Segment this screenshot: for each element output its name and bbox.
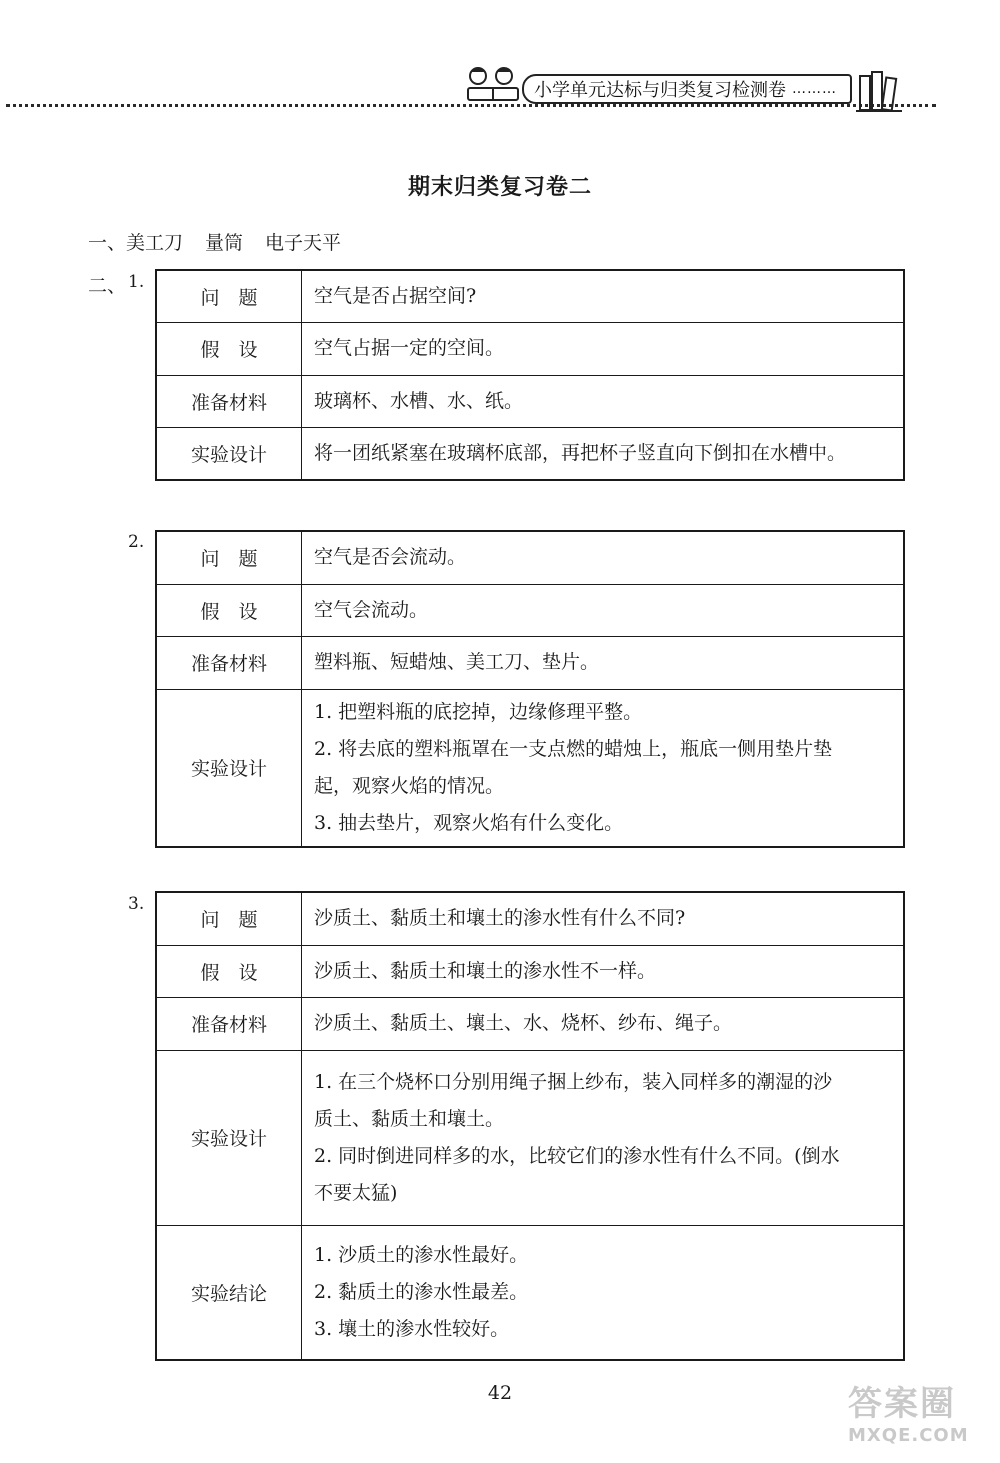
question-number: 3. <box>128 894 145 914</box>
table-row <box>156 1050 904 1225</box>
row-label: 实验结论 <box>156 1225 302 1360</box>
section-one <box>88 228 341 255</box>
row-label: 问 题 <box>156 892 302 945</box>
page-title: 期末归类复习卷二 <box>407 175 592 200</box>
table-row <box>156 427 904 480</box>
row-value: 沙质土、黏质土和壤土的渗水性有什么不同? <box>302 892 905 945</box>
watermark-top: 答案圈 <box>848 1384 956 1424</box>
table-row <box>156 945 904 997</box>
experiment-table-1 <box>155 269 905 481</box>
row-value: 玻璃杯、水槽、水、纸。 <box>302 375 905 427</box>
text-line: 2. 黏质土的渗水性最差。 <box>314 1280 529 1303</box>
table-row <box>156 531 904 584</box>
text-line: 1. 在三个烧杯口分别用绳子捆上纱布，装入同样多的潮湿的沙 <box>314 1070 833 1093</box>
experiment-table-2 <box>155 530 905 848</box>
row-label: 假 设 <box>156 945 302 997</box>
row-label: 准备材料 <box>156 997 302 1050</box>
header-banner <box>522 74 852 104</box>
watermark-bottom: MXQE.COM <box>848 1425 969 1446</box>
text-line: 1. 把塑料瓶的底挖掉，边缘修理平整。 <box>314 700 643 723</box>
table-row <box>156 997 904 1050</box>
question-number: 1. <box>128 272 145 292</box>
row-value: 空气是否会流动。 <box>302 531 905 584</box>
experiment-table-3 <box>155 891 905 1361</box>
row-value: 沙质土、黏质土、壤土、水、烧杯、纱布、绳子。 <box>302 997 905 1050</box>
text-line: 2. 同时倒进同样多的水，比较它们的渗水性有什么不同。(倒水 <box>314 1144 840 1167</box>
site-watermark <box>848 1376 996 1460</box>
row-value: 将一团纸紧塞在玻璃杯底部，再把杯子竖直向下倒扣在水槽中。 <box>302 427 905 480</box>
row-label: 实验设计 <box>156 1050 302 1225</box>
answer-item: 电子天平 <box>265 232 342 254</box>
kids-reading-logo-icon <box>462 64 524 106</box>
row-label: 问 题 <box>156 531 302 584</box>
header-banner-trail: ……… <box>792 81 837 97</box>
text-line: 质土、黏质土和壤土。 <box>314 1107 505 1130</box>
row-label: 假 设 <box>156 584 302 636</box>
table-row <box>156 1225 904 1360</box>
row-label: 准备材料 <box>156 375 302 427</box>
text-line: 2. 将去底的塑料瓶罩在一支点燃的蜡烛上，瓶底一侧用垫片垫 <box>314 737 833 760</box>
row-label: 实验设计 <box>156 427 302 480</box>
table-row <box>156 892 904 945</box>
answer-item: 美工刀 <box>126 232 184 254</box>
table-row <box>156 322 904 375</box>
question-number: 2. <box>128 532 145 552</box>
row-label: 准备材料 <box>156 636 302 689</box>
page-number: 42 <box>487 1382 513 1404</box>
row-label: 实验设计 <box>156 689 302 847</box>
row-value: 空气是否占据空间? <box>302 270 905 322</box>
table-row <box>156 375 904 427</box>
text-line: 3. 壤土的渗水性较好。 <box>314 1317 510 1340</box>
table-row <box>156 270 904 322</box>
row-label: 假 设 <box>156 322 302 375</box>
row-value-multiline <box>302 1225 905 1360</box>
header-banner-text: 小学单元达标与归类复习检测卷 <box>534 80 786 101</box>
books-stack-icon <box>856 66 902 114</box>
text-line: 3. 抽去垫片，观察火焰有什么变化。 <box>314 811 624 834</box>
row-value: 塑料瓶、短蜡烛、美工刀、垫片。 <box>302 636 905 689</box>
row-value: 空气占据一定的空间。 <box>302 322 905 375</box>
table-row <box>156 584 904 636</box>
text-line: 不要太猛) <box>314 1181 398 1204</box>
row-value: 空气会流动。 <box>302 584 905 636</box>
section-two-label: 二、 <box>88 275 127 297</box>
table-row <box>156 636 904 689</box>
row-label: 问 题 <box>156 270 302 322</box>
row-value-multiline <box>302 689 905 847</box>
section-one-label: 一、 <box>88 232 127 254</box>
row-value-multiline <box>302 1050 905 1225</box>
row-value: 沙质土、黏质土和壤土的渗水性不一样。 <box>302 945 905 997</box>
answer-item: 量筒 <box>205 232 244 254</box>
text-line: 起，观察火焰的情况。 <box>314 774 505 797</box>
text-line: 1. 沙质土的渗水性最好。 <box>314 1243 529 1266</box>
table-row <box>156 689 904 847</box>
